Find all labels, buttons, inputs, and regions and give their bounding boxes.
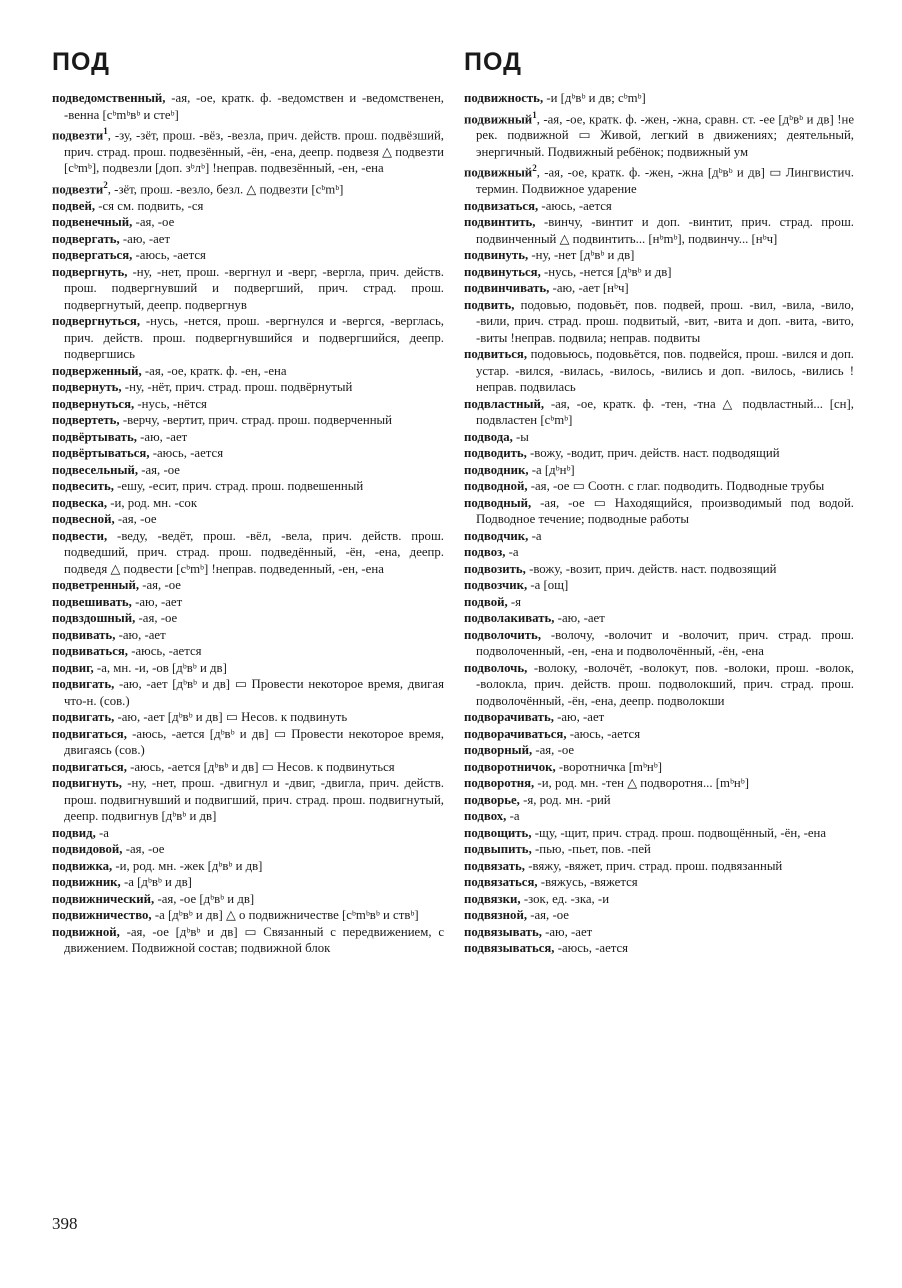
dictionary-entry [464, 561, 854, 578]
entry-body: -а [ощ] [527, 578, 569, 593]
entry-headword: подвернуть, [52, 380, 122, 395]
dictionary-entry [464, 462, 854, 479]
dictionary-entry [464, 346, 854, 396]
entry-body: -ешу, -есит, прич. страд. прош. подвешенный [113, 479, 364, 494]
dictionary-entry [52, 478, 444, 495]
entry-headword: подвязки, [464, 891, 521, 906]
running-head-right: ПОД [464, 48, 522, 76]
entry-body: -а [дᵇнᵇ] [528, 462, 575, 477]
dictionary-entry [464, 924, 854, 941]
dictionary-entry [464, 808, 854, 825]
dictionary-entry [52, 676, 444, 709]
dictionary-entry [52, 775, 444, 825]
entry-headword: подветренный, [52, 578, 140, 593]
dictionary-entry [52, 907, 444, 924]
entry-body: -аюсь, -ается [554, 941, 629, 956]
entry-headword: подвизаться, [464, 198, 539, 213]
running-head-left: ПОД [52, 48, 110, 76]
entry-headword: подвидовой, [52, 842, 123, 857]
entry-body: -аю, -ает [136, 429, 188, 444]
dictionary-entry [464, 792, 854, 809]
entry-headword: подвижность, [464, 91, 544, 105]
dictionary-entry [52, 247, 444, 264]
dictionary-entry [52, 528, 444, 578]
entry-headword: подвох, [464, 809, 507, 824]
entry-headword: подвести, [52, 528, 108, 543]
entry-headword: подвешивать, [52, 594, 132, 609]
entry-headword: подвергнуться, [52, 314, 141, 329]
entry-headword: подвигаться, [52, 759, 127, 774]
dictionary-entry [52, 709, 444, 726]
dictionary-entry [464, 528, 854, 545]
entry-body: -вяжусь, -вяжется [537, 875, 638, 890]
entry-headword: подвергать, [52, 231, 120, 246]
dictionary-entry [52, 577, 444, 594]
entry-body: -ая, -ое [114, 512, 157, 527]
dictionary-entry [52, 660, 444, 677]
entry-body: -аю, -ает [дᵇвᵇ и дв] ▭ Провести некоторое время, двигая что-н. (сов.) [64, 677, 444, 708]
dictionary-entry [464, 107, 854, 161]
dictionary-entry [52, 396, 444, 413]
entry-headword: подведомственный, [52, 91, 166, 105]
entry-headword: подвязать, [464, 858, 526, 873]
entry-body: , -ая, -ое, кратк. ф. -жен, -жна [дᵇвᵇ и дв] ▭ Лингвистич. термин. Подвижное ударение [476, 165, 854, 197]
entry-body: -а, мн. -и, -ов [дᵇвᵇ и дв] [93, 660, 227, 675]
entry-body: -ая, -ое, кратк. ф. -тен, -тна △ подвластный... [сн], подвластен [сᵇmᵇ] [476, 396, 854, 428]
entry-headword: подвинтить, [464, 215, 536, 230]
dictionary-entry [52, 313, 444, 363]
entry-headword: подвигнуть, [52, 776, 122, 791]
dictionary-entry [464, 726, 854, 743]
entry-headword: подвой, [464, 594, 508, 609]
entry-headword: подворотня, [464, 776, 535, 791]
dictionary-entry [464, 759, 854, 776]
entry-headword: подвоз, [464, 545, 506, 560]
dictionary-entry [464, 594, 854, 611]
entry-body: -зок, ед. -зка, -и [520, 891, 610, 906]
entry-headword: подвязной, [464, 908, 528, 923]
dictionary-entry [52, 759, 444, 776]
entry-headword: подвергаться, [52, 248, 133, 263]
entry-headword: подвижнический, [52, 891, 155, 906]
entry-headword: подвей, [52, 198, 96, 213]
entry-body: -аюсь, -ается [149, 446, 224, 461]
entry-headword: подвить, [464, 297, 515, 312]
entry-body: подовью, подовьёт, пов. подвей, прош. -вил, -вила, -вило, -вили, прич. страд. прош. подвитый, -вит, -вита и доп. -вита, -вито, -виты !неправ. подвила; неправ. подвиты [476, 297, 854, 345]
dictionary-entry [464, 858, 854, 875]
entry-body: -аю, -ает [131, 594, 183, 609]
entry-headword: подворье, [464, 792, 520, 807]
dictionary-entry [464, 429, 854, 446]
entry-body: -аюсь, -ается [128, 644, 202, 659]
entry-body: -ая, -ое [дᵇвᵇ и дв] ▭ Связанный с передвижением, с движением. Подвижной состав; подвижной блок [64, 924, 444, 956]
dictionary-entry [52, 123, 444, 177]
entry-headword: подворный, [464, 743, 533, 758]
entry-body: -аюсь, -ается [дᵇвᵇ и дв] ▭ Несов. к подвинуться [126, 759, 395, 774]
dictionary-entry [52, 198, 444, 215]
entry-headword: подвеска, [52, 495, 108, 510]
dictionary-entry [52, 445, 444, 462]
entry-body: -ая, -ое [132, 215, 175, 230]
dictionary-entry [52, 841, 444, 858]
entry-body: -а [дᵇвᵇ и дв] △ о подвижничестве [сᵇmᵇвᵇ и ствᵇ] [151, 908, 419, 923]
entry-headword: подвиваться, [52, 644, 128, 659]
entry-body: -ая, -ое [139, 578, 181, 593]
entry-body: -и, род. мн. -жек [дᵇвᵇ и дв] [112, 858, 263, 873]
entry-body: -ая, -ое ▭ Соотн. с глаг. подводить. Подводные трубы [527, 479, 825, 494]
entry-body: -ы [512, 429, 529, 444]
dictionary-entry [464, 396, 854, 429]
entry-body: -вожу, -водит, прич. действ. наст. подводящий [526, 446, 780, 461]
dictionary-entry [52, 264, 444, 314]
dictionary-entry [52, 363, 444, 380]
entry-headword: подвижник, [52, 875, 121, 890]
homonym-number: 2 [103, 179, 108, 190]
dictionary-entry [52, 858, 444, 875]
entry-headword: подводный, [464, 495, 532, 510]
dictionary-entry [464, 709, 854, 726]
right-column [464, 90, 854, 957]
entry-headword: подвижка, [52, 858, 113, 873]
entry-body: -аю, -ает [541, 924, 593, 939]
entry-body: -нусь, -нется [дᵇвᵇ и дв] [540, 264, 672, 279]
dictionary-entry [464, 445, 854, 462]
entry-headword: подвезти [52, 128, 104, 143]
entry-headword: подвинуться, [464, 264, 541, 279]
dictionary-entry [52, 511, 444, 528]
entry-headword: подвыпить, [464, 842, 532, 857]
entry-body: -а [дᵇвᵇ и дв] [120, 875, 192, 890]
homonym-number: 1 [532, 109, 537, 120]
entry-headword: подвластный, [464, 396, 545, 411]
entry-body: -волоку, -волочёт, -волокут, пов. -волоки, прош. -волок, -волокла, прич. действ. прош. подволокший, прич. страд. прош. подволочённый, -ён, -ена, деепр. подволокши [476, 660, 854, 708]
entry-body: -нусь, -нется, прош. -вергнулся и -вергся, -верглась, прич. действ. прош. подвергнувшийся и подвергшийся, деепр. подвергшись [64, 314, 444, 362]
page-number: 398 [52, 1214, 78, 1233]
entry-headword: подвесить, [52, 479, 114, 494]
entry-headword: подворачивать, [464, 710, 554, 725]
entry-body: -вожу, -возит, прич. действ. наст. подвозящий [525, 561, 777, 576]
entry-body: -волочу, -волочит и -волочит, прич. страд. прош. подволоченный, -ен, -ена и подволочённый, -ён, -ена [476, 627, 854, 659]
dictionary-entry [464, 198, 854, 215]
entry-headword: подвёртывать, [52, 429, 137, 444]
entry-body: -ая, -ое, кратк. ф. -ведомствен и -ведомственен, -венна [сᵇmᵇвᵇ и стеᵇ] [64, 91, 444, 122]
entry-headword: подвижной, [52, 924, 120, 939]
dictionary-entry [52, 643, 444, 660]
entry-body: -ая, -ое [138, 462, 180, 477]
dictionary-entry [52, 924, 444, 957]
dictionary-entry [52, 90, 444, 123]
dictionary-entry [464, 627, 854, 660]
entry-body: подовьюсь, подовьётся, пов. подвейся, прош. -вился и доп. устар. -вился, -вилась, -вилось, -вились и доп. -вилось, -вились !неправ. подвилась [476, 347, 854, 395]
dictionary-entry [464, 544, 854, 561]
entry-body: -аюсь, -ается [дᵇвᵇ и дв] ▭ Провести некоторое время, двигаясь (сов.) [64, 726, 444, 758]
entry-body: -я [507, 594, 522, 609]
entry-body: -аюсь, -ается [566, 726, 641, 741]
dictionary-entry [464, 907, 854, 924]
dictionary-entry [464, 478, 854, 495]
entry-body: -аю, -ает [дᵇвᵇ и дв] ▭ Несов. к подвинуть [114, 710, 348, 725]
entry-headword: подводник, [464, 462, 529, 477]
entry-body: -аю, -ает [115, 627, 166, 642]
dictionary-entry [464, 742, 854, 759]
entry-headword: подвергнуть, [52, 264, 128, 279]
entry-body: -ну, -нет [дᵇвᵇ и дв] [528, 248, 635, 263]
dictionary-entry [464, 90, 854, 107]
entry-body: -ая, -ое [135, 611, 178, 626]
dictionary-entry [52, 874, 444, 891]
entry-headword: подвертеть, [52, 413, 120, 428]
entry-body: , -зу, -зёт, прош. -вёз, -везла, прич. действ. прош. подвёзший, прич. страд. прош. подвезённый, -ён, -ена, деепр. подвезя △ подвезти [сᵇmᵇ], подвезли [доп. зᵇлᵇ] !неправ. подвезённый, -ен, -ена [64, 128, 444, 176]
entry-body: -ая, -ое ▭ Находящийся, производимый под водой. Подводное течение; подводные работы [476, 495, 854, 527]
entry-headword: подвернуться, [52, 396, 135, 411]
entry-headword: подвинчивать, [464, 281, 550, 296]
entry-body: -а [505, 545, 519, 560]
entry-body: -я, род. мн. -рий [519, 792, 611, 807]
entry-body: -нусь, -нётся [134, 396, 207, 411]
entry-body: -ая, -ое [дᵇвᵇ и дв] [154, 891, 255, 906]
entry-body: -аю, -ает [554, 611, 605, 626]
entry-body: -аюсь, -ается [132, 248, 206, 263]
entry-body: -ая, -ое [122, 842, 165, 857]
entry-headword: подводной, [464, 479, 528, 494]
dictionary-entry [464, 297, 854, 347]
entry-headword: подвид, [52, 825, 96, 840]
dictionary-entry [52, 462, 444, 479]
entry-headword: подвигать, [52, 710, 115, 725]
dictionary-entry [464, 940, 854, 957]
dictionary-entry [464, 874, 854, 891]
entry-headword: подвощить, [464, 825, 532, 840]
entry-headword: подводчик, [464, 528, 529, 543]
entry-body: -и [дᵇвᵇ и дв; сᵇmᵇ] [543, 91, 646, 105]
entry-body: -и, род. мн. -тен △ подворотня... [mᵇнᵇ] [534, 776, 749, 791]
entry-body: -и, род. мн. -сок [107, 495, 198, 510]
entry-body: -винчу, -винтит и доп. -винтит, прич. страд. прош. подвинченный △ подвинтить... [нᵇmᵇ], подвинчу... [нᵇч] [476, 215, 854, 246]
dictionary-entry [52, 610, 444, 627]
entry-body: -ая, -ое [527, 908, 569, 923]
dictionary-entry [464, 160, 854, 197]
dictionary-entry [464, 495, 854, 528]
dictionary-entry [464, 610, 854, 627]
entry-headword: подвязываться, [464, 941, 555, 956]
entry-headword: подвижничество, [52, 908, 152, 923]
dictionary-entry [464, 214, 854, 247]
dictionary-entry [52, 379, 444, 396]
entry-headword: подвижный [464, 165, 533, 180]
entry-body: -а [528, 528, 542, 543]
entry-body: -верчу, -вертит, прич. страд. прош. подверченный [119, 413, 393, 428]
dictionary-entry [52, 825, 444, 842]
dictionary-entry [52, 214, 444, 231]
dictionary-entry [52, 429, 444, 446]
entry-headword: подволочить, [464, 627, 542, 642]
dictionary-entry [464, 577, 854, 594]
entry-body: , -зёт, прош. -везло, безл. △ подвезти [сᵇmᵇ] [107, 182, 344, 197]
dictionary-entry [52, 231, 444, 248]
entry-headword: подвздошный, [52, 611, 136, 626]
entry-body: -аюсь, -ается [538, 198, 612, 213]
entry-headword: подверженный, [52, 363, 142, 378]
entry-body: -вяжу, -вяжет, прич. страд. прош. подвязанный [525, 858, 783, 873]
entry-body: -ся см. подвить, -ся [95, 198, 204, 213]
entry-headword: подвигать, [52, 677, 115, 692]
entry-headword: подвиться, [464, 347, 528, 362]
dictionary-entry [52, 891, 444, 908]
entry-headword: подводить, [464, 446, 527, 461]
entry-headword: подвезти [52, 182, 104, 197]
dictionary-entry [52, 412, 444, 429]
entry-body: -аю, -ает [119, 231, 171, 246]
entry-body: -аю, -ает [553, 710, 605, 725]
entry-body: -пью, -пьет, пов. -пей [531, 842, 651, 857]
entry-body: -а [506, 809, 520, 824]
entry-headword: подволакивать, [464, 611, 555, 626]
dictionary-entry [464, 891, 854, 908]
entry-headword: подвесельный, [52, 462, 139, 477]
dictionary-entry [464, 264, 854, 281]
entry-body: -веду, -ведёт, прош. -вёл, -вела, прич. действ. прош. подведший, прич. страд. прош. подведённый, -ён, -ена, деепр. подведя △ подвести [сᵇmᵇ] !неправ. подведенный, -ен, -ена [64, 528, 444, 576]
entry-headword: подвигаться, [52, 726, 127, 741]
entry-headword: подвижный [464, 111, 533, 126]
entry-headword: подвозить, [464, 561, 526, 576]
entry-body: -ну, -нёт, прич. страд. прош. подвёрнутый [121, 380, 353, 395]
entry-headword: подвёртываться, [52, 446, 150, 461]
entry-headword: подвесной, [52, 512, 115, 527]
entry-headword: подвинуть, [464, 248, 529, 263]
entry-headword: подвенечный, [52, 215, 133, 230]
entry-headword: подвода, [464, 429, 513, 444]
entry-body: -воротничка [mᵇнᵇ] [555, 759, 662, 774]
dictionary-entry [464, 660, 854, 710]
dictionary-entry [464, 825, 854, 842]
dictionary-entry [52, 627, 444, 644]
entry-body: -аю, -ает [нᵇч] [549, 281, 629, 296]
entry-headword: подворотничок, [464, 759, 556, 774]
dictionary-entry [464, 280, 854, 297]
entry-headword: подвивать, [52, 627, 116, 642]
dictionary-entry [464, 775, 854, 792]
entry-headword: подвязывать, [464, 924, 542, 939]
entry-headword: подворачиваться, [464, 726, 567, 741]
left-column [52, 90, 444, 957]
dictionary-entry [52, 495, 444, 512]
entry-headword: подволочь, [464, 660, 528, 675]
dictionary-entry [464, 841, 854, 858]
entry-headword: подвязаться, [464, 875, 538, 890]
entry-headword: подвиг, [52, 660, 94, 675]
dictionary-entry [52, 726, 444, 759]
homonym-number: 2 [532, 163, 537, 174]
entry-body: , -ая, -ое, кратк. ф. -жен, -жна, сравн. ст. -ее [дᵇвᵇ и дв] !не рек. подвижной ▭ Живой, легкий в движениях; деятельный, энергичный. Подвижный ребёнок; подвижный ум [476, 111, 854, 159]
dictionary-entry [52, 594, 444, 611]
entry-body: -щу, -щит, прич. страд. прош. подвощённый, -ён, -ена [531, 825, 827, 840]
homonym-number: 1 [103, 126, 108, 136]
entry-body: -ну, -нет, прош. -двигнул и -двиг, -двигла, прич. действ. прош. подвигнувший и подвигший, прич. страд. прош. подвигнутый, деепр. подвигнув [дᵇвᵇ и дв] [64, 776, 444, 824]
entry-body: -ну, -нет, прош. -вергнул и -верг, -вергла, прич. действ. прош. подвергнувший и подвергший, прич. страд. прош. подвергнутый, деепр. подвергнув [64, 264, 444, 312]
entry-headword: подвозчик, [464, 578, 528, 593]
entry-body: -а [95, 825, 109, 840]
dictionary-entry [52, 177, 444, 198]
entry-body: -ая, -ое [532, 743, 575, 758]
dictionary-entry [464, 247, 854, 264]
entry-body: -ая, -ое, кратк. ф. -ен, -ена [141, 363, 287, 378]
